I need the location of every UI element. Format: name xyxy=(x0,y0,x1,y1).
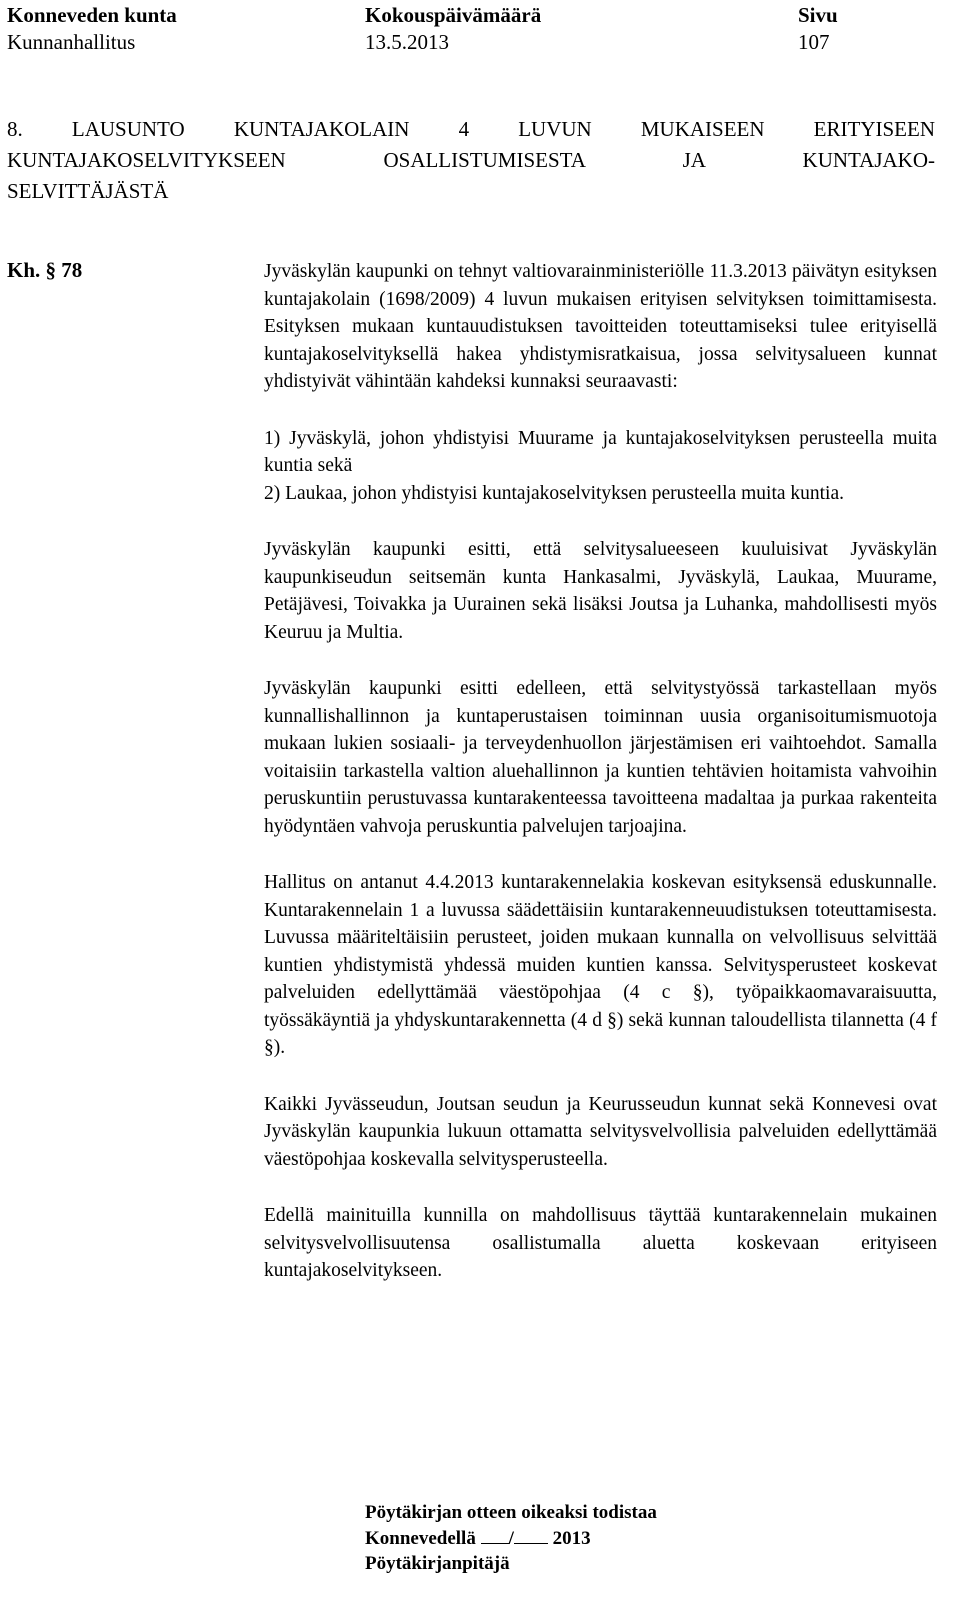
meeting-date-label: Kokouspäivämäärä xyxy=(365,3,542,27)
page-label: Sivu xyxy=(798,3,838,27)
paragraph-area: Jyväskylän kaupunki esitti, että selvitysalueeseen kuuluisivat Jyväskylän kaupunkiseudun seitsemän kunta Hankasalmi, Jyväskylä, Laukaa, Muurame, Petäjävesi, Toivakka ja Uurainen sekä lisäksi Joutsa ja Luhanka, mahdollisesti myös Keuruu ja Multia. xyxy=(264,539,937,643)
certification-place: Konnevedellä xyxy=(365,1528,476,1549)
meeting-date: 13.5.2013 xyxy=(365,30,449,54)
certification-footer xyxy=(365,1500,657,1576)
title-line-1: 8. LAUSUNTO KUNTAJAKOLAIN 4 LUVUN MUKAISEEN ERITYISEEN xyxy=(7,117,935,141)
body-name: Kunnanhallitus xyxy=(7,30,136,54)
document-body xyxy=(264,258,937,1314)
page-number: 107 xyxy=(798,30,830,54)
month-blank xyxy=(514,1525,548,1544)
list-item-2: 2) Laukaa, johon yhdistyisi kuntajakoselvityksen perusteella muita kuntia. xyxy=(264,482,845,504)
organization-name: Konneveden kunta xyxy=(7,3,177,27)
list-item-1: 1) Jyväskylä, johon yhdistyisi Muurame ja kuntajakoselvityksen perusteella muita kuntia sekä xyxy=(264,427,937,476)
certification-place-date xyxy=(365,1525,657,1551)
certification-text: Pöytäkirjan otteen oikeaksi todistaa xyxy=(365,1502,657,1523)
item-label: Kh. § 78 xyxy=(7,258,83,282)
paragraph-proposal: Jyväskylän kaupunki on tehnyt valtiovarainministeriölle 11.3.2013 päivätyn esityksen kuntajakolain (1698/2009) 4 luvun mukaisen erityisen selvityksen toimittamisesta. Esityksen mukaan kuntauudistuksen tavoitteiden toteuttamiseksi tulee erityisellä kuntajakoselvityksellä hakea yhdistymisratkaisua, jossa selvitysalueen kunnat yhdistyivät vähintään kahdeksi kunnaksi seuraavasti: xyxy=(264,261,937,392)
paragraph-possibility: Edellä mainituilla kunnilla on mahdollisuus täyttää kuntarakennelain mukainen selvitysvelvollisuutensa osallistumalla aluetta koskevaan erityiseen kuntajakoselvitykseen. xyxy=(264,1205,937,1281)
paragraph-government: Hallitus on antanut 4.4.2013 kuntarakennelakia koskevan esityksensä eduskunnalle. Kuntarakennelain 1 a luvussa säädettäisiin kuntarakenneuudistuksen toteuttamisesta. Luvussa määriteltäisiin perusteet, joiden mukaan kunnalla on velvollisuus selvittää kuntien yhdistymistä yhdessä muiden kuntien kanssa. Selvitysperusteet koskevat palveluiden edellyttämää väestöpohjaa (4 c §), työpaikkaomavaraisuutta, työssäkäyntiä ja yhdyskuntarakennetta (4 d §) sekä kunnan taloudellista tilannetta (4 f §). xyxy=(264,872,937,1058)
date-separator: / xyxy=(508,1528,514,1549)
section-title xyxy=(7,114,935,207)
title-line-3: SELVITTÄJÄSTÄ xyxy=(7,179,169,203)
title-line-2: KUNTAJAKOSELVITYKSEEN OSALLISTUMISESTA JA KUNTAJAKO- xyxy=(7,148,935,172)
paragraph-further: Jyväskylän kaupunki esitti edelleen, että selvitystyössä tarkastellaan myös kunnallishallinnon ja kuntaperustaisen toiminnan uusia organisoitumismuotoja mukaan lukien sosiaali- ja terveydenhuollon järjestämisen eri vaihtoehdot. Samalla voitaisiin tarkastella valtion aluehallinnon ja kuntien tehtävien hoitamista vahvoihin peruskuntiin perustuvassa kuntarakenteessa tavoitteena madaltaa ja purkaa rakenteita hyödyntäen vahvoja peruskuntia palvelujen tarjoajina. xyxy=(264,678,937,837)
secretary-label: Pöytäkirjanpitäjä xyxy=(365,1553,510,1574)
certification-year: 2013 xyxy=(552,1528,591,1549)
paragraph-municipalities: Kaikki Jyvässeudun, Joutsan seudun ja Keurusseudun kunnat sekä Konnevesi ovat Jyväskylän kaupunkia lukuun ottamatta selvitysvelvollisia palveluiden edellyttämää väestöpohjaa koskevalla selvitysperusteella. xyxy=(264,1093,937,1170)
day-blank xyxy=(481,1525,509,1544)
